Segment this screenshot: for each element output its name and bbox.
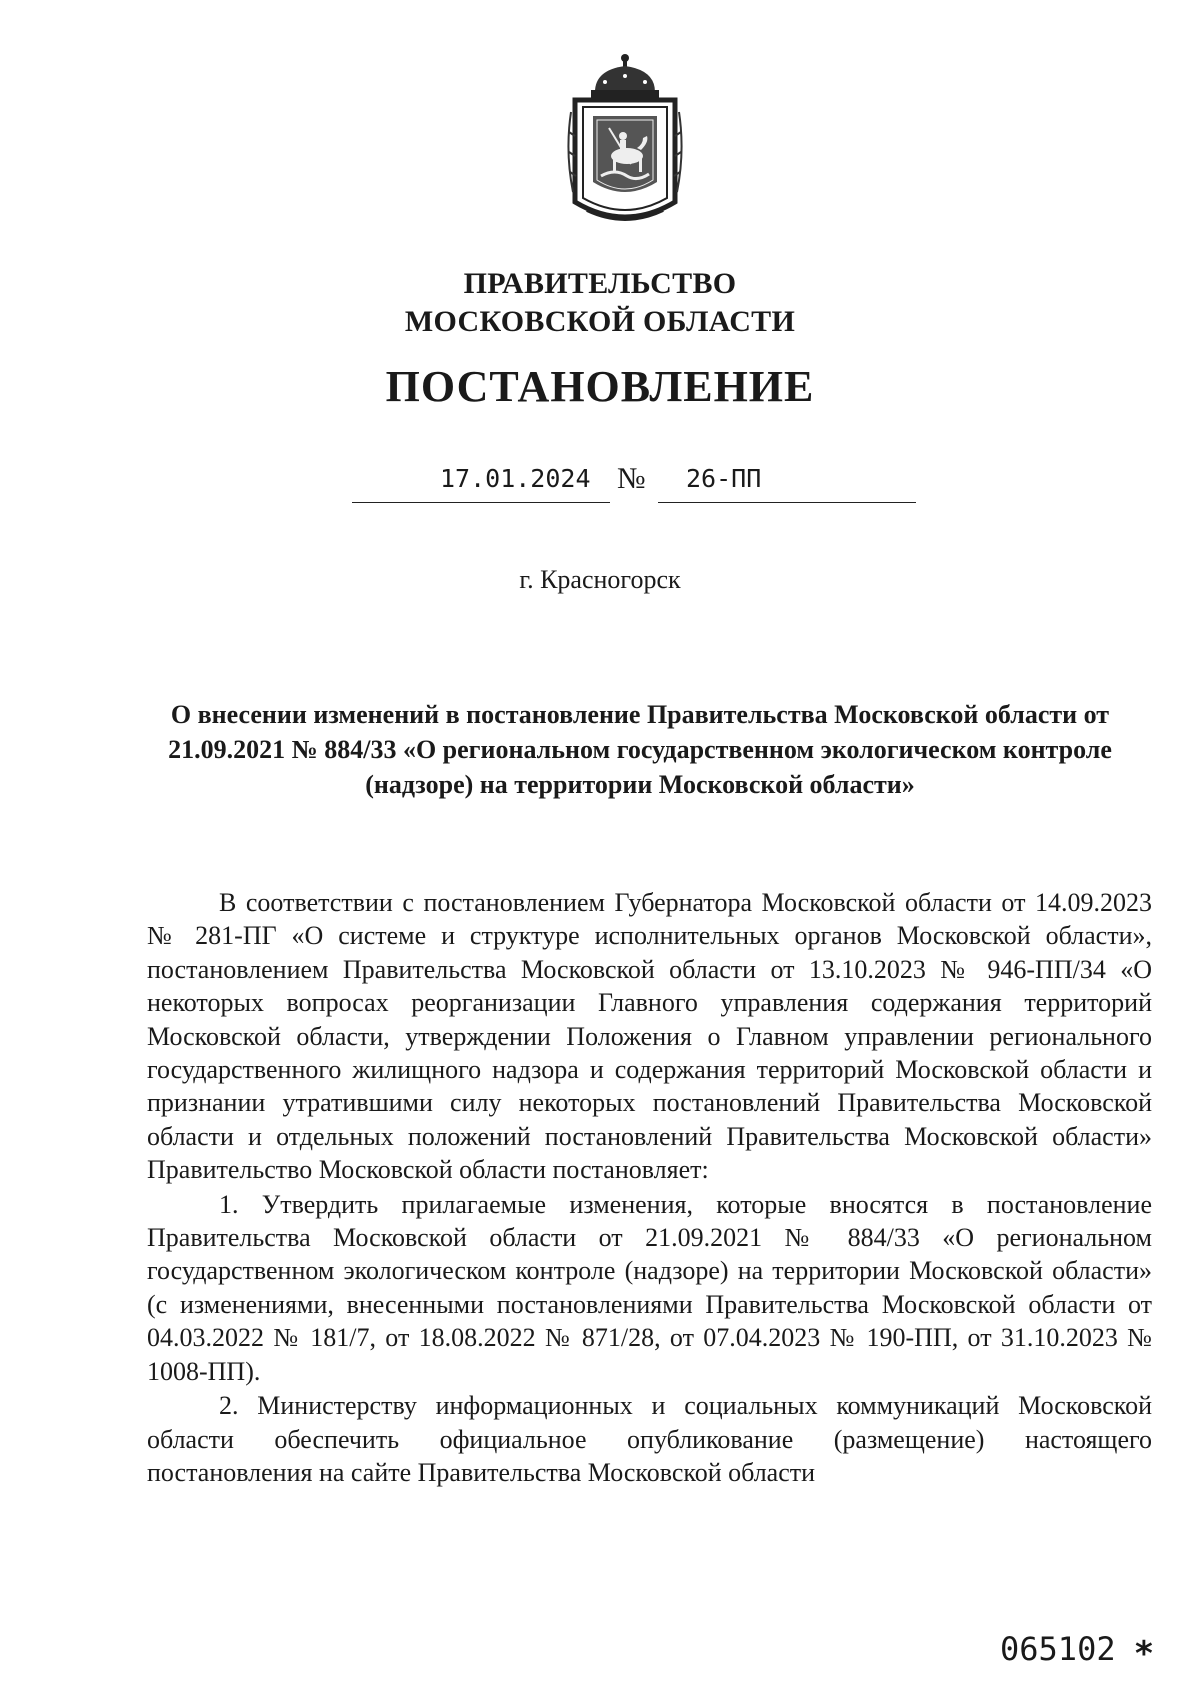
document-subject: О внесении изменений в постановление Правительства Московской области от 21.09.2021 № 884/33 «О региональном государственном экологическом контроле (надзоре) на территории Московской области» [168,700,1112,799]
document-body [147,886,1152,1489]
number-sign: № [617,462,646,495]
number-field [658,460,916,503]
organization-name-line2: МОСКОВСКОЙ ОБЛАСТИ [404,305,796,338]
item-1-paragraph: 1. Утвердить прилагаемые изменения, которые вносятся в постановление Правительства Московской области от 21.09.2021 № 884/33 «О региональном государственном экологическом контроле (надзоре) на территории Московской области» (с изменениями, внесенными постановлениями Правительства Московской области от 04.03.2022 № 181/7, от 18.08.2022 № 871/28, от 07.04.2023 № 190-ПП, от 31.10.2023 № 1008-ПП). [147,1189,1152,1386]
date-field [352,460,610,503]
document-date: 17.01.2024 [440,464,591,493]
city: г. Красногорск [519,565,681,594]
document-type: ПОСТАНОВЛЕНИЕ [385,362,815,411]
asterisk-icon: * [1135,1634,1153,1674]
stamp-number: 065102 [1000,1630,1116,1668]
moscow-region-coat-of-arms-icon [565,52,685,228]
document-number: 26-ПП [686,464,762,493]
organization-name-line1: ПРАВИТЕЛЬСТВО [463,267,737,300]
preamble-paragraph: В соответствии с постановлением Губернатора Московской области от 14.09.2023 № 281-ПГ «О системе и структуре исполнительных органов Московской области», постановлением Правительства Московской области от 13.10.2023 № 946-ПП/34 «О некоторых вопросах реорганизации Главного управления содержания территорий Московской области, утверждении Положения о Главном управлении регионального государственного жилищного надзора и содержания территорий Московской области и признании утратившими силу некоторых постановлений Правительства Московской области и отдельных положений постановлений Правительства Московской области» Правительство Московской области постановляет: [147,888,1152,1185]
item-2-paragraph: 2. Министерству информационных и социальных коммуникаций Московской области обеспечить официальное опубликование (размещение) настоящего постановления на сайте Правительства Московской области [147,1391,1152,1487]
